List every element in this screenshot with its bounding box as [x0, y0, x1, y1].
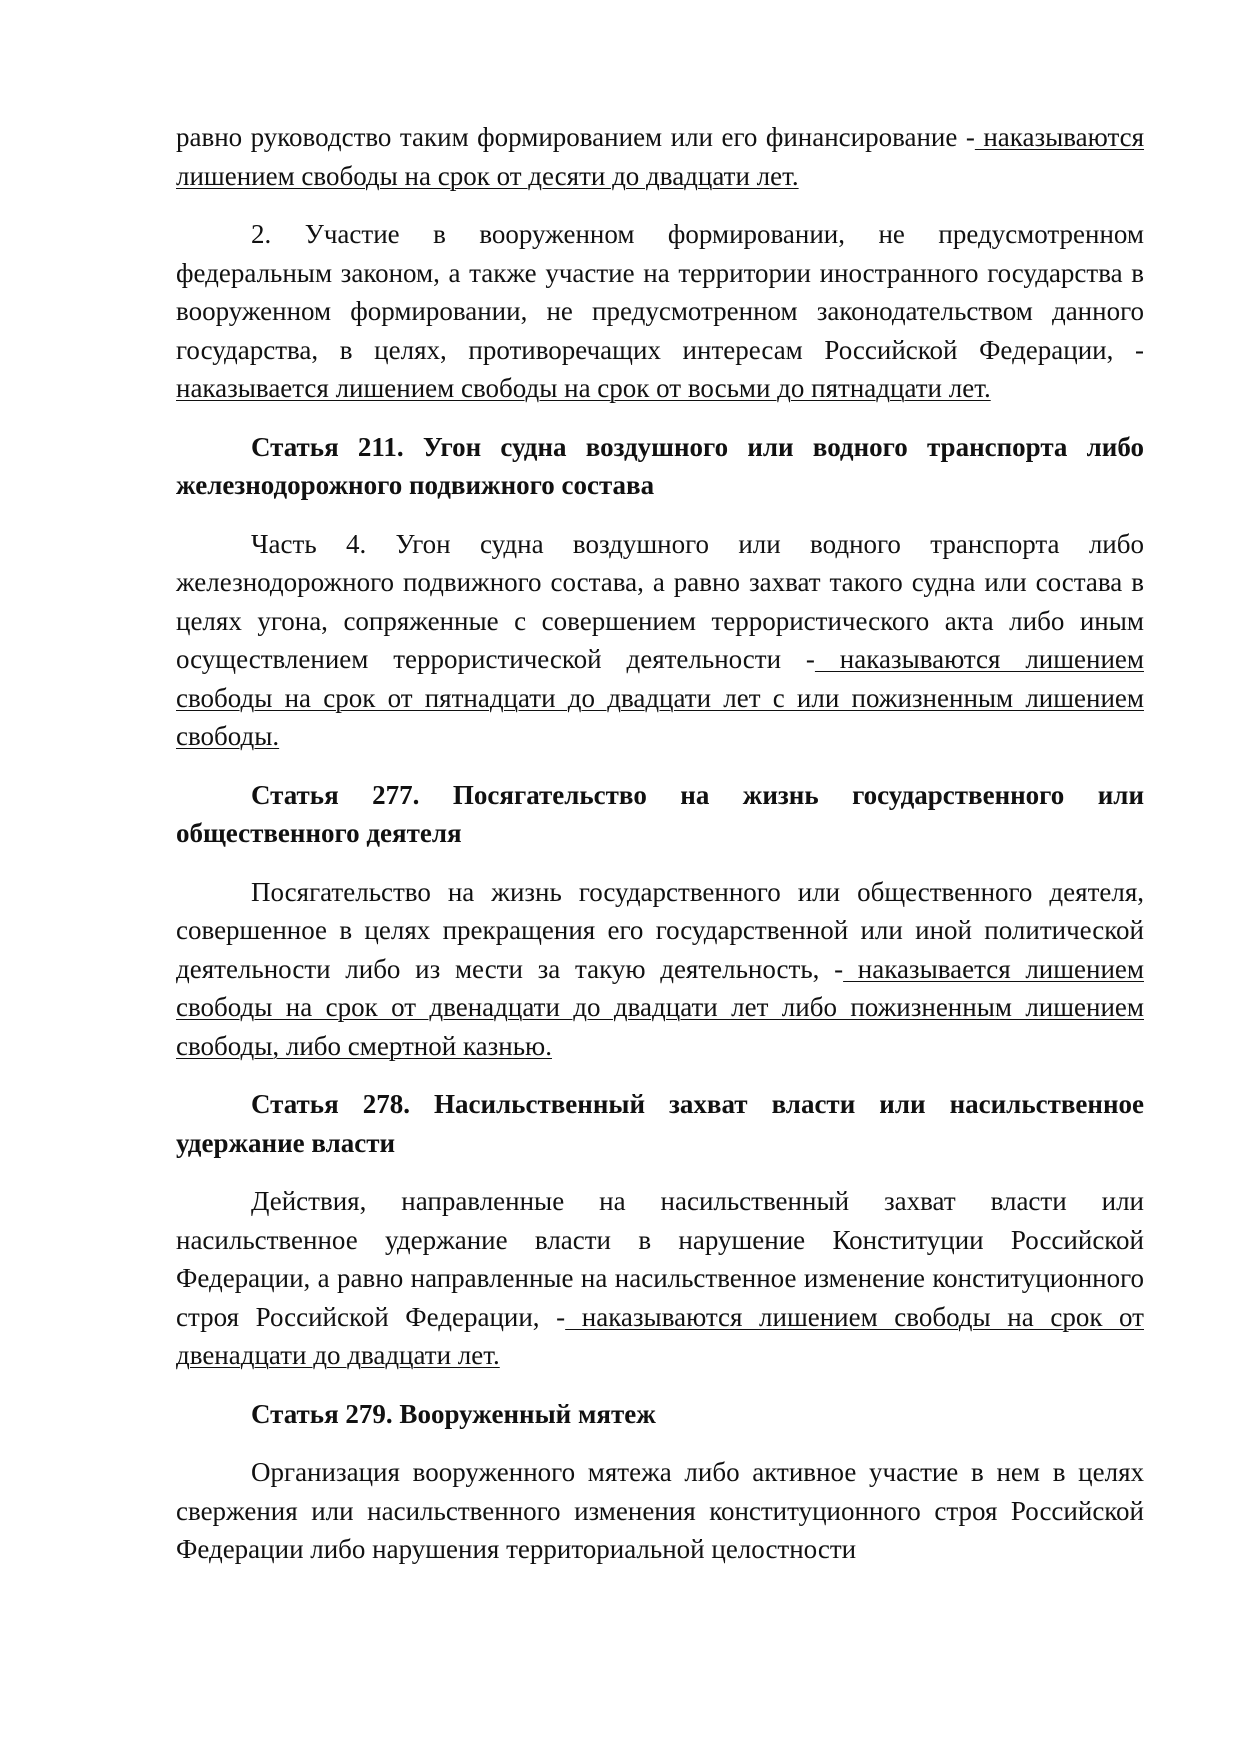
paragraph-text: Организация вооруженного мятежа либо активное участие в нем в целях свержения или насильственного изменения конституционного строя Российской Федерации либо нарушения территориальной целостности: [176, 1457, 1144, 1564]
article-211-heading: Статья 211. Угон судна воздушного или водного транспорта либо железнодорожного подвижного состава: [176, 431, 1144, 500]
penalty-text: наказываются лишением свободы на срок от десяти до двадцати лет.: [176, 122, 1145, 191]
article-211-paragraph: [176, 525, 1144, 756]
paragraph-2: [176, 215, 1144, 408]
penalty-text: наказываются лишением свободы на срок от двенадцати до двадцати лет.: [176, 1301, 1144, 1370]
article-278-heading: Статья 278. Насильственный захват власти или насильственное удержание власти: [176, 1089, 1144, 1158]
paragraph-text: Посягательство на жизнь государственного или общественного деятеля, совершенное в целях прекращения его государственной или иной политической деятельности либо из мести за такую деятельность, -: [176, 876, 1144, 984]
paragraph-1: [176, 118, 1144, 195]
article-277-heading: Статья 277. Посягательство на жизнь государственного или общественного деятеля: [176, 779, 1144, 848]
paragraph-text: Часть 4. Угон судна воздушного или водного транспорта либо железнодорожного подвижного состава, а равно захват такого судна или состава в целях угона, сопряженные с совершением террористического акта либо иным осуществлением террористической деятельности -: [176, 528, 1144, 674]
article-278-paragraph: [176, 1182, 1144, 1375]
article-279-paragraph: [176, 1453, 1144, 1569]
article-277-paragraph: [176, 873, 1144, 1066]
penalty-text: наказывается лишением свободы на срок от восьми до пятнадцати лет.: [176, 373, 991, 403]
penalty-text: наказываются лишением свободы на срок от пятнадцати до двадцати лет с или пожизненным лишением свободы.: [176, 644, 1144, 751]
paragraph-text: 2. Участие в вооруженном формировании, не предусмотренном федеральным законом, а также участие на территории иностранного государства в вооруженном формировании, не предусмотренном законодательством данного государства, в целях, противоречащих интересам Российской Федерации, -: [176, 219, 1144, 365]
document-page: [176, 118, 1144, 1569]
paragraph-text: Действия, направленные на насильственный захват власти или насильственное удержание власти в нарушение Конституции Российской Федерации, а равно направленные на насильственное изменение конституционного строя Российской Федерации, -: [176, 1186, 1144, 1332]
paragraph-text: равно руководство таким формированием или его финансирование -: [176, 122, 975, 152]
penalty-text: наказывается лишением свободы на срок от двенадцати до двадцати лет либо пожизненным лишением свободы, либо смертной казнью.: [176, 953, 1144, 1061]
article-279-heading: Статья 279. Вооруженный мятеж: [251, 1398, 656, 1429]
